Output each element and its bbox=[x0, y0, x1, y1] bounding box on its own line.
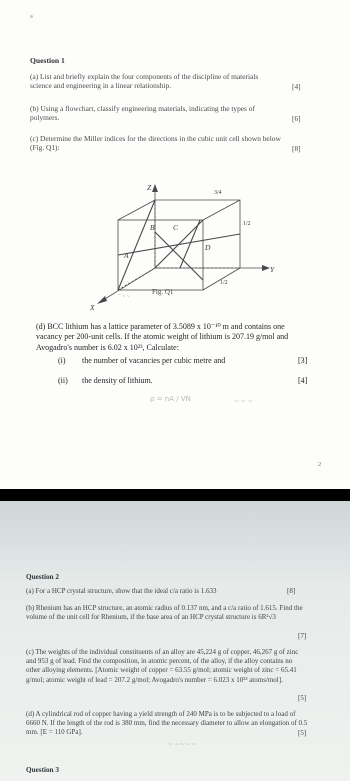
cube-edge bbox=[203, 200, 240, 220]
pencil-scribble: ~ ~~~ ~ bbox=[168, 741, 197, 748]
q1-part-b-mark: [6] bbox=[292, 114, 301, 123]
q2-part-c-mark: [5] bbox=[298, 694, 307, 702]
q1-part-d-ii: the density of lithium. bbox=[82, 376, 153, 385]
axis-z-label: Z bbox=[147, 183, 152, 192]
q1-part-c: (c) Determine the Miller indices for the directions in the cubic unit cell shown below (Fig. Q1): bbox=[30, 134, 281, 153]
pencil-scribble: ρ = nA / VN bbox=[150, 395, 191, 403]
direction-a-label: A bbox=[124, 251, 129, 260]
pencil-scribble: ~ ~ ~ bbox=[234, 398, 253, 405]
punch-mark bbox=[30, 15, 33, 18]
q2-heading: Question 2 bbox=[26, 573, 59, 581]
q1-part-a: (a) List and briefly explain the four components of the discipline of materials science and engineering in a linear relationship. bbox=[30, 72, 259, 91]
page-number: 2 bbox=[318, 461, 322, 468]
cube-edge bbox=[118, 200, 155, 220]
unit-cell-figure bbox=[80, 180, 280, 330]
pencil-scribble: ˜ ᶜ ˢ bbox=[118, 294, 130, 301]
direction-extra bbox=[155, 232, 203, 280]
direction-d-label: D bbox=[205, 243, 211, 252]
q2-part-d: (d) A cylindrical rod of copper having a yield strength of 240 MPa is to be subjected to a load of 6660 N. If the length of the rod is 380 mm, find the necessary diameter to allow an elongation of 0.5 mm. [E = 110 GPa]. bbox=[26, 710, 308, 737]
direction-a bbox=[118, 200, 155, 290]
z-arrowhead bbox=[152, 184, 158, 192]
q1-part-a-mark: [4] bbox=[292, 82, 301, 91]
q1-part-d-i-mark: [3] bbox=[298, 356, 308, 365]
axis-y-label: Y bbox=[270, 265, 275, 274]
q1-part-d: (d) BCC lithium has a lattice parameter of 3.5089 x 10⁻¹⁰ m and contains one vacancy per 200-unit cells. If the atomic weight of lithium is 207.19 g/mol and Avogadro's number is 6.02 x 10²³, Calculate: bbox=[36, 322, 289, 352]
fraction-half-bottom: 1/2 bbox=[220, 280, 228, 286]
page-divider bbox=[0, 489, 350, 501]
q1-heading: Question 1 bbox=[30, 56, 65, 65]
q1-part-c-mark: [8] bbox=[292, 144, 301, 153]
cube-front-face bbox=[118, 220, 203, 290]
q2-part-c: (c) The weights of the individual constituents of an alloy are 45,224 g of copper, 46,267 g of zinc and 953 g of lead. Find the composition, in atomic percent, of the alloy, if the alloy contains no other alloying elements. [Atomic weight of copper = 63.55 g/mol; atomic weight of zinc = 65.41 g/mol; atomic weight of lead = 207.2 g/mol; Avogadro's number = 6.023 x 10²³ atoms/mol]. bbox=[26, 648, 299, 684]
q1-part-d-i-number: (i) bbox=[58, 356, 66, 365]
direction-b-label: B bbox=[150, 223, 155, 232]
y-arrowhead bbox=[262, 265, 270, 271]
q2-part-b: (b) Rhenium has an HCP structure, an atomic radius of 0.137 nm, and a c/a ratio of 1.615. Find the volume of the unit cell for Rhenium, if the base area of an HCP crystal structure is 6R²√3 bbox=[26, 604, 303, 622]
q1-part-d-ii-mark: [4] bbox=[298, 376, 308, 385]
figure-caption: Fig. Q1 bbox=[152, 288, 174, 296]
cube-back-edges bbox=[155, 200, 240, 268]
q2-part-d-mark: [5] bbox=[298, 729, 307, 737]
cube-edge bbox=[203, 268, 240, 290]
q1-part-d-i: the number of vacancies per cubic metre and bbox=[82, 356, 226, 365]
fraction-three-quarters: 3/4 bbox=[214, 190, 222, 196]
q1-part-b: (b) Using a flowchart, classify engineering materials, indicating the types of polymers. bbox=[30, 104, 255, 123]
x-arrowhead bbox=[97, 296, 107, 304]
q3-heading: Question 3 bbox=[26, 766, 59, 774]
q1-part-d-ii-number: (ii) bbox=[58, 376, 68, 385]
direction-c-label: C bbox=[173, 223, 179, 232]
exam-page-2 bbox=[0, 501, 350, 781]
q2-part-a-mark: [8] bbox=[287, 587, 296, 595]
q2-part-a: (a) For a HCP crystal structure, show that the ideal c/a ratio is 1.633 bbox=[26, 587, 217, 595]
fraction-half-right: 1/2 bbox=[243, 221, 251, 227]
axis-x-label: X bbox=[90, 303, 95, 312]
q2-part-b-mark: [7] bbox=[298, 632, 307, 640]
